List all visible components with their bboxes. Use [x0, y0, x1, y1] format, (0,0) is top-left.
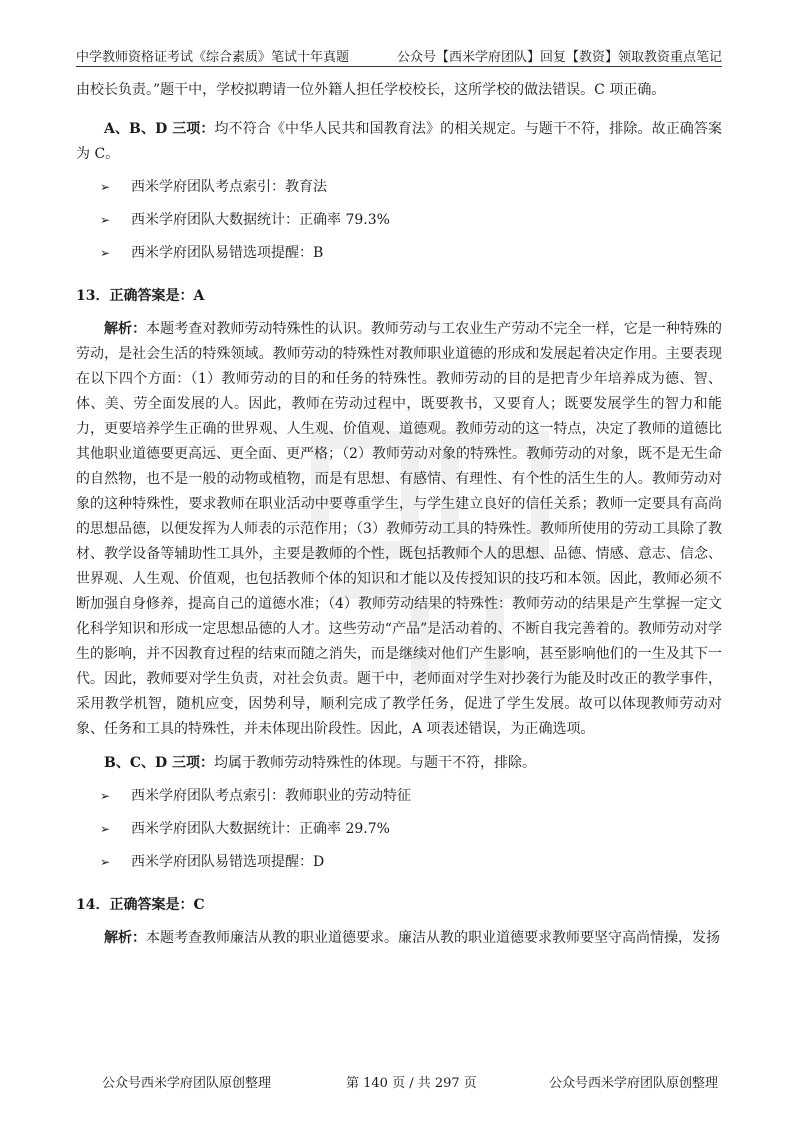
bullet-text: 西米学府团队大数据统计：正确率 79.3%: [131, 212, 390, 228]
page-footer: [76, 1072, 722, 1092]
footer-right: 公众号西米学府团队原创整理: [548, 1076, 718, 1091]
q13-heading: 13．正确答案是：A: [76, 288, 205, 304]
header-title: 中学教师资格证考试《综合素质》笔试十年真题: [76, 50, 350, 65]
arrow-bullet-icon: ➢: [100, 789, 111, 803]
page-header: [76, 44, 722, 67]
bcd-explanation: [76, 751, 722, 776]
q14-heading: 14．正确答案是：C: [76, 897, 205, 913]
footer-left: 公众号西米学府团队原创整理: [102, 1076, 272, 1091]
q14-analysis: [76, 926, 722, 951]
q13-analysis-text: 本题考查对教师劳动特殊性的认识。教师劳动与工农业生产劳动不完全一样，它是一种特殊的劳动，是社会生活的特殊领域。教师劳动的特殊性对教师职业道德的形成和发展起着决定作用。主要表现在以下四个方面：（1）教师劳动的目的和任务的特殊性。教师劳动的目的是把青少年培养成为德、智、体、美、劳全面发展的人。因此，教师在劳动过程中，既要教书，又要育人；既要发展学生的智力和能力，更要培养学生正确的世界观、人生观、价值观、道德观。教师劳动的这一特点，决定了教师的道德比其他职业道德要更高远、更全面、更严格；（2）教师劳动对象的特殊性。教师劳动的对象，既不是无生命的自然物，也不是一般的动物或植物，而是有思想、有感情、有理性、有个性的活生生的人。教师劳动对象的这种特殊性，要求教师在职业活动中要尊重学生，与学生建立良好的信任关系；教师一定要具有高尚的思想品德，以便发挥为人师表的示范作用；（3）教师劳动工具的特殊性。教师所使用的劳动工具除了教材、教学设备等辅助性工具外，主要是教师的个性，既包括教师个人的思想、品德、情感、意志、信念、世界观、人生观、价值观，也包括教师个体的知识和才能以及传授知识的技巧和本领。因此，教师必须不断加强自身修养，提高自己的道德水准；（4）教师劳动结果的特殊性：教师劳动的结果是产生掌握一定文化科学知识和形成一定思想品德的人才。这些劳动“产品”是活动着的、不断自我完善着的。教师劳动对学生的影响，并不因教育过程的结束而随之消失，而是继续对他们产生影响，甚至影响他们的一生及其下一代。因此，教师要对学生负责，对社会负责。题干中，老师面对学生对抄袭行为能及时改正的教学事件，采用教学机智，随机应变，因势利导，顺利完成了教学任务，促进了学生发展。故可以体现教师劳动对象、任务和工具的特殊性，并未体现出阶段性。因此，A 项表述错误，为正确选项。: [76, 321, 722, 737]
q13-bullet-error: [76, 850, 722, 875]
q12-bullet-error: [76, 241, 722, 266]
arrow-bullet-icon: ➢: [100, 855, 111, 869]
bullet-text: 西米学府团队考点索引：教师职业的劳动特征: [131, 788, 411, 804]
abd-label: A、B、D 三项：: [104, 121, 215, 137]
q14-analysis-text: 本题考查教师廉洁从教的职业道德要求。廉洁从教的职业道德要求教师要坚守高尚情操，发扬: [146, 930, 720, 946]
bcd-text: 均属于教师劳动特殊性的体现。与题干不符，排除。: [214, 755, 536, 771]
bcd-label: B、C、D 三项：: [104, 755, 214, 771]
bullet-text: 西米学府团队易错选项提醒：D: [131, 854, 325, 870]
page-number: 第 140 页 / 共 297 页: [346, 1076, 477, 1091]
arrow-bullet-icon: ➢: [100, 180, 111, 194]
q13-bullet-topic: [76, 784, 722, 809]
q13-analysis-label: 解析：: [104, 321, 147, 337]
q14-analysis-label: 解析：: [104, 930, 146, 946]
bullet-text: 西米学府团队大数据统计：正确率 29.7%: [131, 821, 390, 837]
q13-analysis: [76, 317, 722, 742]
q12-bullet-topic: [76, 175, 722, 200]
q13-bullet-stats: [76, 817, 722, 842]
bullet-text: 西米学府团队考点索引：教育法: [131, 179, 327, 195]
intro-line: 由校长负责。”题干中，学校拟聘请一位外籍人担任学校校长，这所学校的做法错误。C 项正确。: [76, 82, 666, 98]
document-body: [76, 78, 722, 951]
bullet-text: 西米学府团队易错选项提醒：B: [131, 245, 324, 261]
arrow-bullet-icon: ➢: [100, 822, 111, 836]
abd-explanation: [76, 117, 722, 167]
q12-bullet-stats: [76, 208, 722, 233]
arrow-bullet-icon: ➢: [100, 213, 111, 227]
arrow-bullet-icon: ➢: [100, 246, 111, 260]
abd-text: 均不符合《中华人民共和国教育法》的相关规定。与题干不符，排除。故正确答案为 C。: [76, 121, 722, 162]
header-promo: 公众号【西米学府团队】回复【教资】领取教资重点笔记: [396, 50, 722, 65]
